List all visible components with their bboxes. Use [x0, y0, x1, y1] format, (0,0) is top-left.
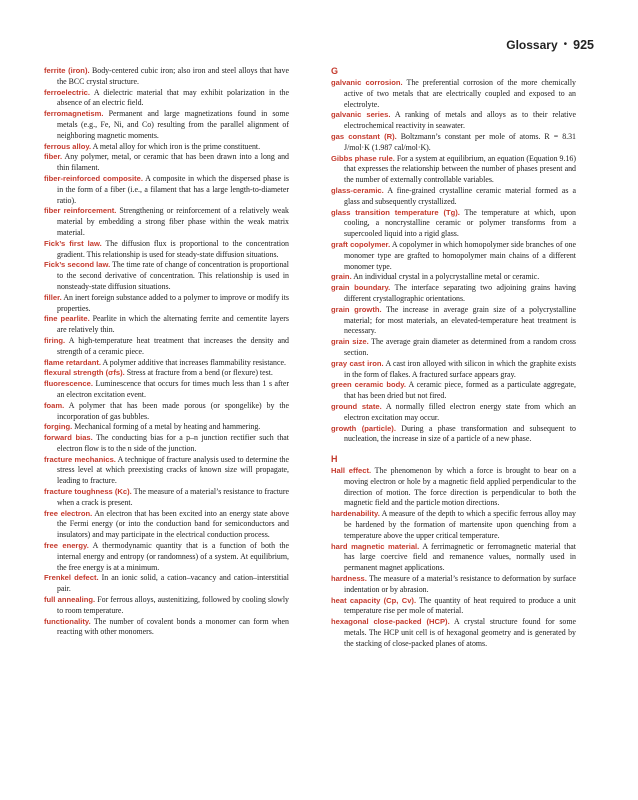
glossary-entry	[44, 401, 289, 423]
glossary-term: gray cast iron.	[331, 358, 384, 368]
glossary-definition: A ranking of metals and alloys as to their relative electrochemical reactivity in seawater.	[344, 110, 576, 131]
glossary-term: grain size.	[331, 337, 369, 347]
glossary-entry	[331, 337, 576, 359]
glossary-term: graft copolymer.	[331, 239, 391, 249]
glossary-definition: The number of covalent bonds a monomer can form when reacting with other monomers.	[57, 616, 289, 637]
glossary-entry	[331, 154, 576, 186]
glossary-entry	[331, 208, 576, 240]
glossary-entry	[331, 283, 576, 305]
glossary-entry	[44, 617, 289, 639]
glossary-term: gas constant (R).	[331, 131, 397, 141]
glossary-term: free energy.	[44, 541, 89, 551]
glossary-term: glass transition temperature (Tg).	[331, 207, 460, 217]
running-head-title: Glossary	[506, 38, 558, 52]
right-column	[331, 66, 576, 650]
glossary-definition: An electron that has been excited into an energy state above the Fermi energy (or into the conduction band for semiconductors and insulators) and may participate in the electrical conduction process.	[57, 508, 289, 540]
glossary-term: green ceramic body.	[331, 380, 407, 390]
glossary-entry	[331, 305, 576, 337]
glossary-entry	[331, 240, 576, 272]
glossary-definition: In an ionic solid, a cation–vacancy and cation–interstitial pair.	[57, 573, 289, 594]
glossary-definition: The measure of a material’s resistance to fracture when a crack is present.	[57, 487, 289, 507]
glossary-definition: The preferential corrosion of the more chemically active of two metals that are electrically coupled and exposed to an electrolyte.	[344, 78, 576, 109]
glossary-entry	[331, 132, 576, 154]
glossary-definition: The time rate of change of concentration is proportional to the second derivative of concentration. This relationship is used in nonsteady-state diffusion situations.	[57, 260, 289, 291]
glossary-definition: Strengthening or reinforcement of a relatively weak material by embedding a strong fiber phase within the weak matrix material.	[57, 206, 289, 237]
glossary-definition: Boltzmann’s constant per mole of atoms. R = 8.31 J/mol·K (1.987 cal/mol·K).	[344, 131, 577, 152]
glossary-definition: The measure of a material’s resistance to deformation by surface indentation or by abrasion.	[344, 574, 576, 594]
glossary-entry	[331, 272, 576, 283]
glossary-entry	[44, 174, 289, 206]
glossary-term: fluorescence.	[44, 379, 93, 389]
glossary-term: flame retardant.	[44, 357, 101, 367]
glossary-entry	[44, 358, 289, 369]
glossary-definition: A polymer additive that increases flammability resistance.	[102, 357, 286, 367]
page-number: 925	[573, 38, 594, 52]
glossary-term: firing.	[44, 335, 66, 345]
glossary-entry	[44, 239, 289, 261]
glossary-definition: Permanent and large magnetizations found in some metals (e.g., Fe, Ni, and Co) resulting from the parallel alignment of neighboring magnetic moments.	[57, 109, 289, 140]
glossary-entry	[331, 596, 576, 618]
glossary-term: hardenability.	[331, 509, 380, 519]
glossary-definition: For a system at equilibrium, an equation (Equation 9.16) that expresses the relationship between the number of phases present and the number of externally controllable variables.	[344, 153, 576, 185]
glossary-term: Fick’s first law.	[44, 238, 102, 248]
glossary-term: fracture toughness (Kc).	[44, 487, 132, 497]
glossary-entry	[44, 433, 289, 455]
glossary-entry	[331, 542, 576, 574]
glossary-definition: A thermodynamic quantity that is a function of both the internal energy and entropy (or randomness) of a system. At equilibrium, the free energy is at a minimum.	[57, 541, 289, 572]
glossary-definition: A measure of the depth to which a specific ferrous alloy may be hardened by the formation of martensite upon quenching from a temperature above the upper critical temperature.	[344, 509, 576, 540]
glossary-entry	[44, 109, 289, 141]
h-entries	[331, 466, 576, 650]
glossary-entry	[331, 574, 576, 596]
glossary-entry	[44, 66, 289, 88]
glossary-term: growth (particle).	[331, 423, 396, 433]
glossary-entry	[331, 424, 576, 446]
glossary-term: ferroelectric.	[44, 87, 91, 97]
glossary-definition: A technique of fracture analysis used to determine the stress level at which preexisting cracks of known size will propagate, leading to fracture.	[57, 454, 289, 486]
glossary-definition: Mechanical forming of a metal by heating and hammering.	[74, 422, 261, 432]
glossary-definition: For ferrous alloys, austenitizing, followed by cooling slowly to room temperature.	[57, 595, 289, 615]
glossary-term: Frenkel defect.	[44, 573, 99, 583]
glossary-definition: Pearlite in which the alternating ferrite and cementite layers are relatively thin.	[57, 314, 290, 335]
glossary-definition: The temperature at which, upon cooling, a noncrystalline ceramic or polymer transforms from a supercooled liquid into a rigid glass.	[344, 207, 576, 239]
glossary-entry	[44, 368, 289, 379]
glossary-entry	[331, 509, 576, 541]
glossary-term: grain boundary.	[331, 283, 391, 293]
glossary-entry	[331, 466, 576, 509]
glossary-term: free electron.	[44, 508, 93, 518]
glossary-entry	[44, 293, 289, 315]
glossary-definition: A dielectric material that may exhibit polarization in the absence of an electric field.	[57, 87, 289, 108]
glossary-definition: A normally filled electron energy state from which an electron excitation may occur.	[344, 401, 576, 422]
glossary-entry	[44, 509, 289, 541]
glossary-definition: The quantity of heat required to produce a unit temperature rise per mole of material.	[344, 595, 576, 616]
glossary-entry	[331, 78, 576, 110]
glossary-entry	[44, 379, 289, 401]
glossary-term: grain.	[331, 272, 352, 282]
glossary-definition: Luminescence that occurs for times much less than 1 s after an electron excitation event.	[57, 379, 289, 399]
glossary-term: ferrous alloy.	[44, 141, 92, 151]
glossary-term: glass-ceramic.	[331, 185, 384, 195]
glossary-definition: A cast iron alloyed with silicon in which the graphite exists in the form of flakes. A fractured surface appears gray.	[344, 358, 576, 379]
glossary-term: heat capacity (Cp, Cv).	[331, 595, 417, 605]
g-entries	[331, 78, 576, 445]
glossary-term: galvanic series.	[331, 110, 391, 120]
glossary-definition: A ferrimagnetic or ferromagnetic material that has large coercive field and remanence values, normally used in permanent magnet applications.	[344, 541, 576, 573]
glossary-term: hardness.	[331, 574, 367, 584]
glossary-entry	[331, 186, 576, 208]
glossary-entry	[331, 110, 576, 132]
glossary-definition: During a phase transformation and subsequent to nucleation, the increase in size of a particle of a new phase.	[344, 423, 576, 444]
glossary-entry	[44, 455, 289, 487]
glossary-term: flexural strength (σfs).	[44, 368, 125, 378]
glossary-entry	[44, 142, 289, 153]
glossary-term: Fick’s second law.	[44, 260, 111, 270]
glossary-definition: A crystal structure found for some metals. The HCP unit cell is of hexagonal geometry and is generated by the stacking of close-packed planes of atoms.	[344, 617, 576, 648]
glossary-term: hexagonal close-packed (HCP).	[331, 617, 450, 627]
glossary-definition: The average grain diameter as determined from a random cross section.	[344, 337, 576, 357]
glossary-term: fracture mechanics.	[44, 454, 116, 464]
glossary-entry	[331, 359, 576, 381]
glossary-term: ground state.	[331, 401, 382, 411]
glossary-definition: A copolymer in which homopolymer side branches of one monomer type are grafted to homopolymer main chains of a different monomer type.	[344, 239, 576, 271]
glossary-entry	[44, 336, 289, 358]
glossary-term: grain growth.	[331, 304, 382, 314]
glossary-term: Hall effect.	[331, 466, 372, 476]
left-column	[44, 66, 289, 638]
glossary-entry	[331, 617, 576, 649]
glossary-term: forging.	[44, 422, 73, 432]
glossary-entry	[44, 595, 289, 617]
glossary-term: forward bias.	[44, 433, 93, 443]
glossary-entry	[44, 88, 289, 110]
glossary-term: hard magnetic material.	[331, 541, 420, 551]
glossary-definition: An individual crystal in a polycrystalline metal or ceramic.	[353, 272, 540, 282]
glossary-entry	[44, 541, 289, 573]
glossary-term: fine pearlite.	[44, 314, 90, 324]
running-head-separator: •	[563, 38, 568, 50]
glossary-term: full annealing.	[44, 595, 96, 605]
glossary-definition: The diffusion flux is proportional to the concentration gradient. This relationship is used for steady-state diffusion situations.	[57, 238, 289, 259]
glossary-term: fiber.	[44, 152, 63, 162]
glossary-entry	[44, 152, 289, 174]
glossary-definition: The conducting bias for a p–n junction rectifier such that electron flow is to the n side of the junction.	[57, 433, 289, 453]
glossary-term: ferrite (iron).	[44, 66, 90, 75]
glossary-definition: A ceramic piece, formed as a particulate aggregate, that has been dried but not fired.	[344, 380, 577, 401]
glossary-entry	[44, 206, 289, 238]
glossary-definition: The increase in average grain size of a polycrystalline material; for most materials, an elevated-temperature heat treatment is necessary.	[344, 304, 576, 336]
glossary-definition: A polymer that has been made porous (or spongelike) by the incorporation of gas bubbles.	[57, 400, 289, 421]
glossary-term: fiber-reinforced composite.	[44, 173, 143, 183]
glossary-entry	[331, 402, 576, 424]
glossary-definition: A composite in which the dispersed phase is in the form of a fiber (i.e., a filament that has a large length-to-diameter ratio).	[57, 173, 289, 205]
glossary-entry	[331, 380, 576, 402]
glossary-entry	[44, 573, 289, 595]
glossary-definition: A high-temperature heat treatment that increases the density and strength of a ceramic piece.	[57, 335, 289, 356]
glossary-term: ferromagnetism.	[44, 109, 104, 119]
glossary-entry	[44, 260, 289, 292]
glossary-term: foam.	[44, 400, 65, 410]
glossary-definition: Body-centered cubic iron; also iron and steel alloys that have the BCC crystal structure.	[57, 66, 289, 86]
glossary-definition: Stress at fracture from a bend (or flexure) test.	[126, 368, 273, 378]
glossary-term: Gibbs phase rule.	[331, 153, 395, 163]
glossary-entry	[44, 314, 289, 336]
glossary-definition: The interface separating two adjoining grains having different crystallographic orientations.	[344, 283, 576, 303]
glossary-entry	[44, 487, 289, 509]
glossary-term: fiber reinforcement.	[44, 206, 117, 216]
glossary-definition: An inert foreign substance added to a polymer to improve or modify its properties.	[57, 292, 289, 313]
glossary-term: galvanic corrosion.	[331, 78, 403, 87]
glossary-entry	[44, 422, 289, 433]
section-letter-g: G	[331, 66, 339, 76]
glossary-definition: The phenomenon by which a force is brought to bear on a moving electron or hole by a magnetic field applied perpendicular to the direction of motion. The force direction is perpendicular to both the magnetic field and the particle motion directions.	[344, 466, 576, 508]
glossary-term: functionality.	[44, 616, 91, 626]
glossary-definition: A metal alloy for which iron is the prime constituent.	[92, 141, 261, 151]
section-letter-h: H	[331, 454, 338, 465]
glossary-definition: A fine-grained crystalline ceramic material formed as a glass and subsequently crystallized.	[344, 185, 576, 206]
page-header	[506, 38, 594, 52]
glossary-term: filler.	[44, 292, 62, 302]
glossary-definition: Any polymer, metal, or ceramic that has been drawn into a long and thin filament.	[57, 152, 289, 173]
